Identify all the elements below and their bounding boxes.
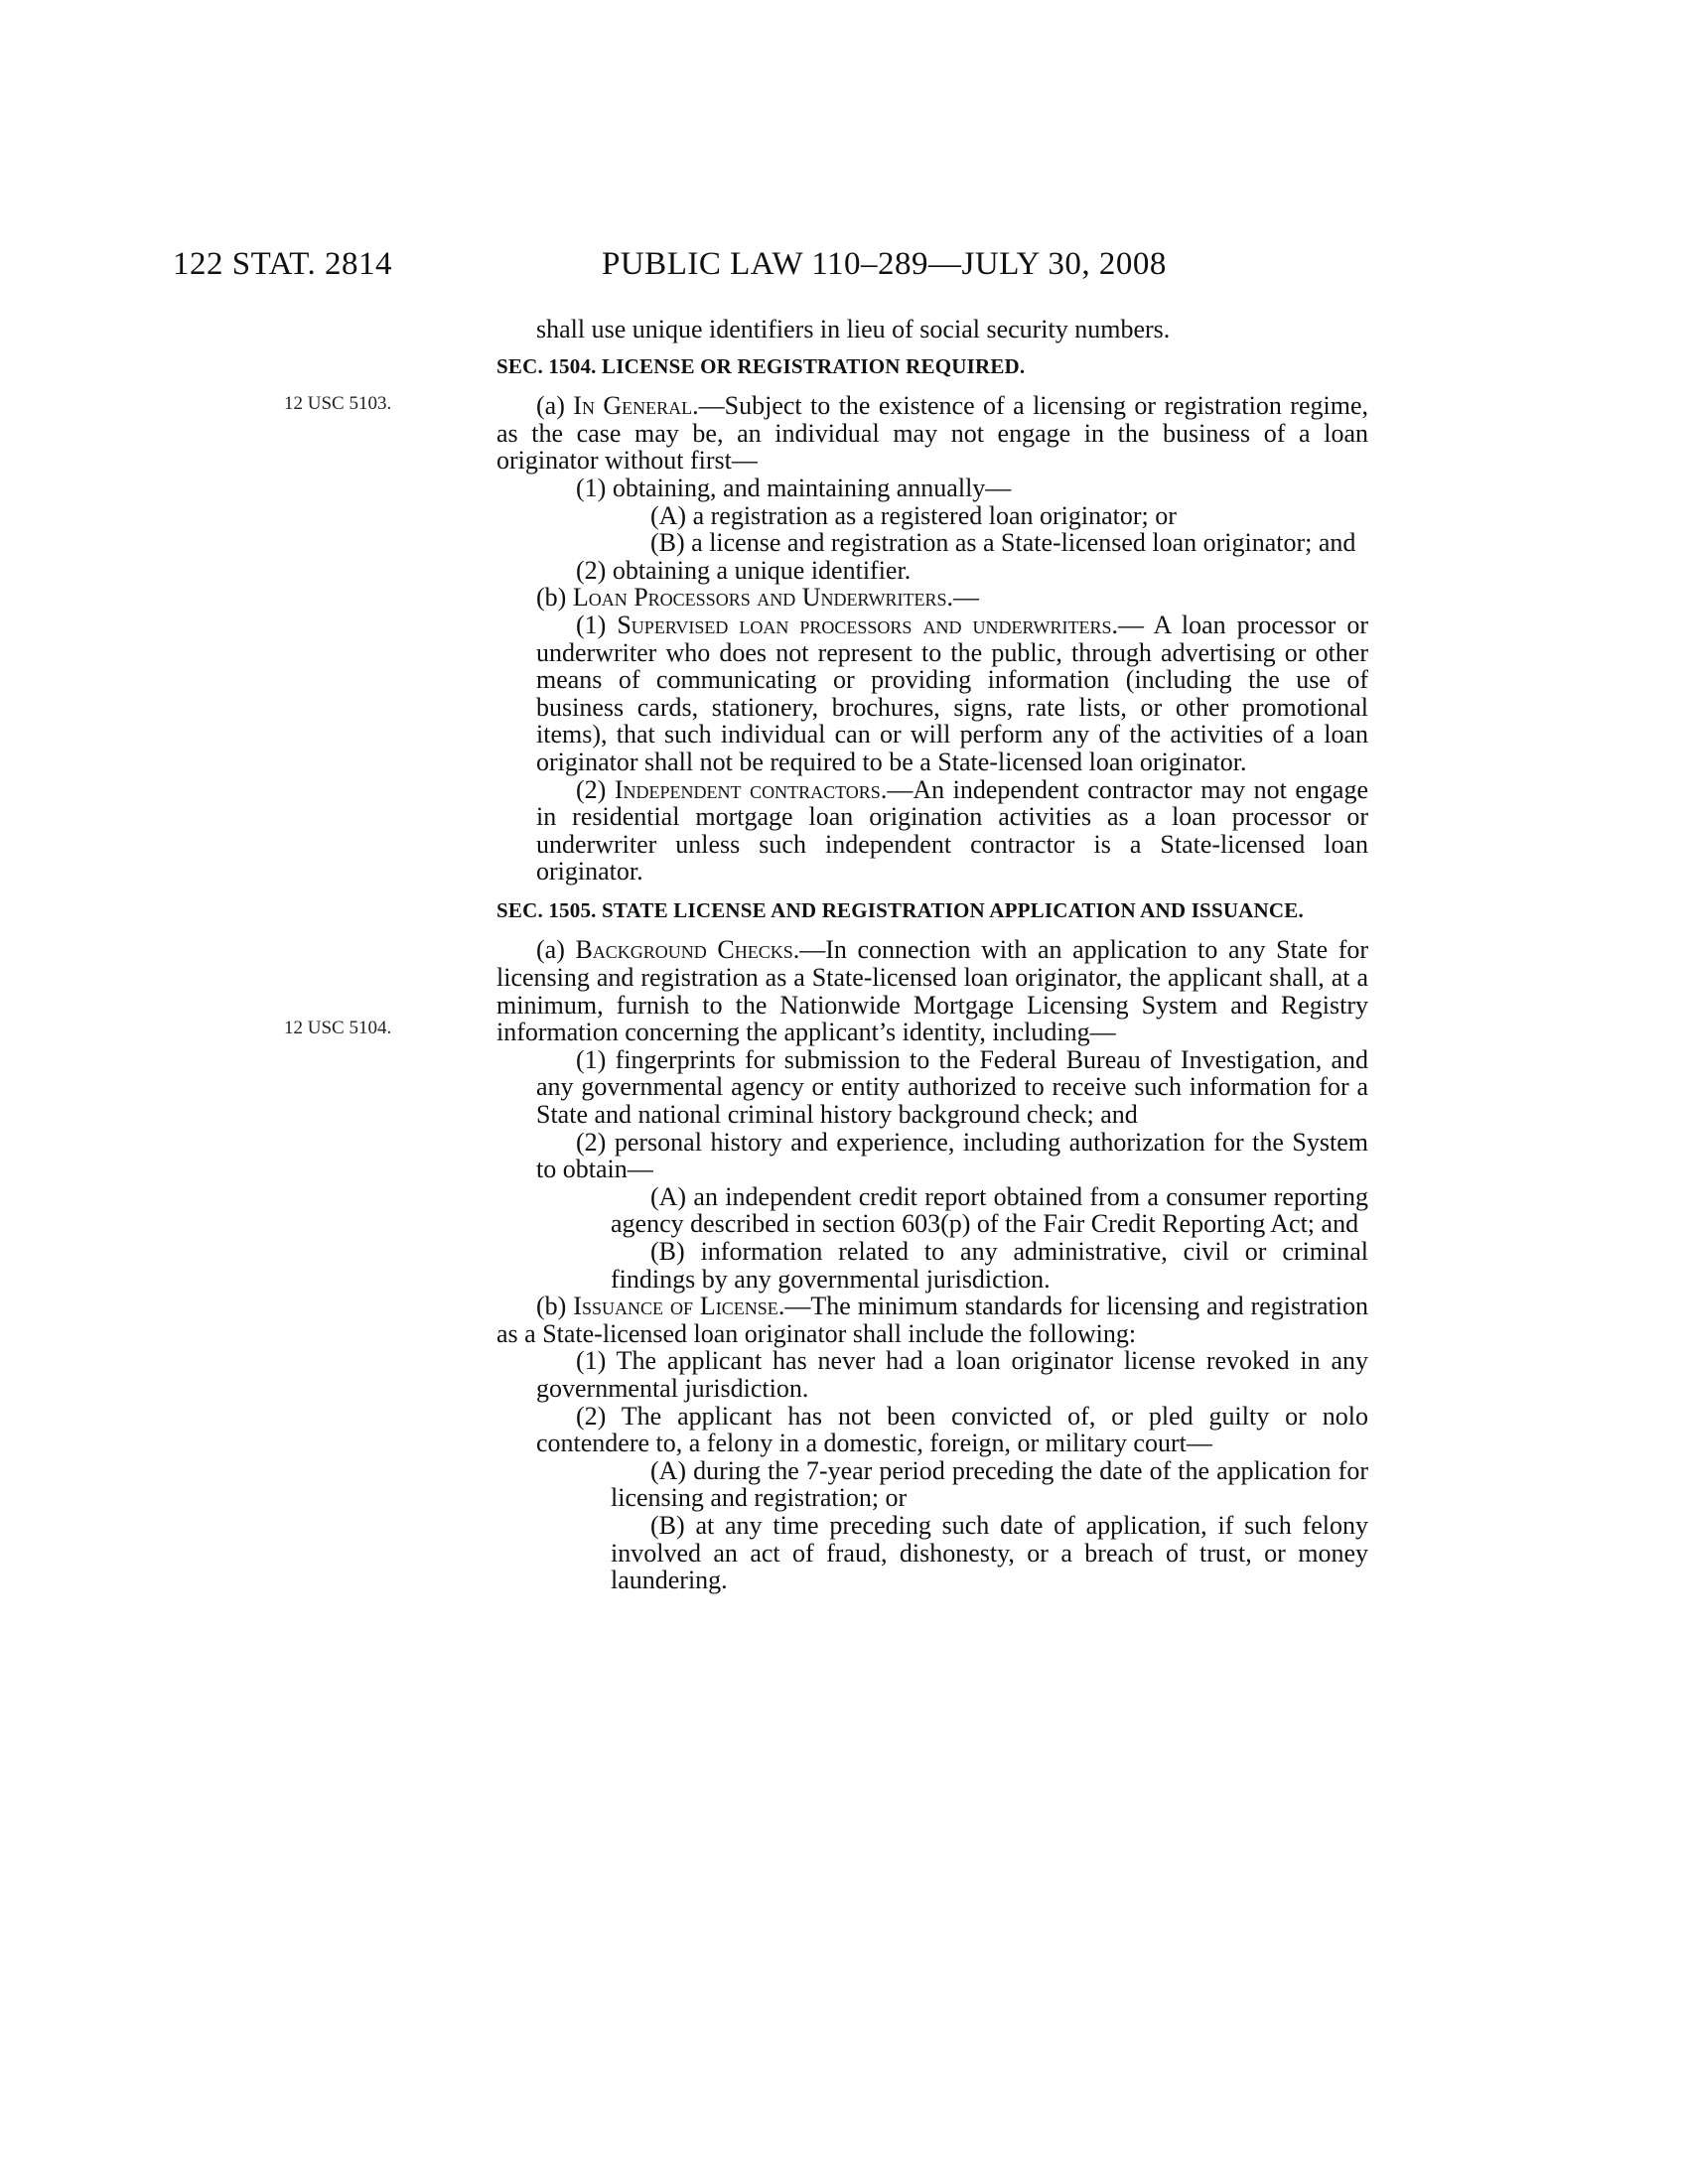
list-item: (2) The applicant has not been convicted of, or pled guilty or nolo contendere to, a felony in a domestic, foreign, or military court— (536, 1401, 1368, 1458)
subsection-label: Issuance of License (573, 1292, 778, 1321)
stat-reference: 122 STAT. 2814 (173, 246, 393, 282)
public-law-title: PUBLIC LAW 110–289—JULY 30, 2008 (602, 246, 1167, 282)
subsection-1505-b: (b) Issuance of License.—The minimum standards for licensing and registration as a State-licensed loan originator shall include the following: (496, 1292, 1368, 1348)
list-item: (B) at any time preceding such date of application, if such felony involved an act of fraud, dishonesty, or a breach of trust, or money laundering. (611, 1510, 1368, 1595)
paragraph-text: A loan processor or underwriter who does not represent to the public, through advertising or other means of communicating or providing information (including the use of business cards, stationery, brochures, signs, rate lists, or other promotional items), that such individual can or will perform any of the activities of a loan originator shall not be required to be a State-licensed loan originator. (536, 610, 1368, 776)
subsection-1504-b: (b) Loan Processors and Underwriters.— (536, 583, 979, 613)
page-header (173, 246, 1364, 286)
paragraph-label: Independent contractors (614, 774, 881, 804)
subsection-1504-a: (a) In General.—Subject to the existence of a licensing or registration regime, as the case may be, an individual may not engage in the business of a loan originator without first— (496, 391, 1368, 476)
paragraph-1504-b2: (2) Independent contractors.—An independent contractor may not engage in residential mortgage loan origination activities as a loan processor or underwriter unless such independent contractor is a State-licensed loan originator. (536, 774, 1368, 887)
list-item: (A) during the 7-year period preceding the date of the application for licensing and registration; or (611, 1455, 1368, 1513)
list-item: (2) obtaining a unique identifier. (576, 555, 912, 585)
margin-note-usc-5103: 12 USC 5103. (284, 393, 392, 414)
list-item: (1) fingerprints for submission to the Federal Bureau of Investigation, and any governmental agency or entity authorized to receive such information for a State and national criminal history background check; and (536, 1044, 1368, 1130)
paragraph-label: Supervised loan processors and underwriters (617, 610, 1112, 639)
subsection-label: Background Checks (575, 935, 793, 965)
section-1505-heading: SEC. 1505. STATE LICENSE AND REGISTRATION APPLICATION AND ISSUANCE. (496, 897, 1304, 922)
section-1504-heading: SEC. 1504. LICENSE OR REGISTRATION REQUIRED. (496, 353, 1026, 378)
list-item: (1) The applicant has never had a loan originator license revoked in any governmental jurisdiction. (536, 1346, 1368, 1403)
list-item: (B) information related to any administrative, civil or criminal findings by any governmental jurisdiction. (611, 1237, 1368, 1294)
document-body (496, 316, 1368, 1594)
list-item: (1) obtaining, and maintaining annually— (576, 473, 1012, 502)
list-item: (B) a license and registration as a State-licensed loan originator; and (650, 528, 1356, 558)
subsection-text: Subject to the existence of a licensing or registration regime, as the case may be, an individual may not engage in the business of a loan originator without first— (496, 391, 1368, 476)
list-item: (2) personal history and experience, including authorization for the System to obtain— (536, 1127, 1368, 1184)
paragraph-text: An independent contractor may not engage in residential mortgage loan origination activities as a loan processor or underwriter unless such independent contractor is a State-licensed loan originator. (536, 774, 1368, 887)
subsection-text: The minimum standards for licensing and registration as a State-licensed loan originator shall include the following: (496, 1292, 1368, 1348)
list-item: (A) an independent credit report obtained from a consumer reporting agency described in section 603(p) of the Fair Credit Reporting Act; and (611, 1181, 1368, 1239)
paragraph-1504-b1: (1) Supervised loan processors and underwriters.— A loan processor or underwriter who does not represent to the public, through advertising or other means of communicating or providing information (including the use of business cards, stationery, brochures, signs, rate lists, or other promotional items), that such individual can or will perform any of the activities of a loan originator shall not be required to be a State-licensed loan originator. (536, 610, 1368, 776)
paragraph-continuation: shall use unique identifiers in lieu of social security numbers. (536, 315, 1171, 343)
subsection-label: In General (573, 391, 693, 421)
subsection-1505-a: (a) Background Checks.—In connection with an application to any State for licensing and registration as a State-licensed loan originator, the applicant shall, at a minimum, furnish to the Nationwide Mortgage Licensing System and Registry information concerning the applicant’s identity, including— (496, 935, 1369, 1047)
subsection-label: Loan Processors and Underwriters (572, 583, 947, 613)
list-item: (A) a registration as a registered loan originator; or (650, 500, 1177, 530)
subsection-text: In connection with an application to any State for licensing and registration as a State-licensed loan originator, the applicant shall, at a minimum, furnish to the Nationwide Mortgage Licensing System and Registry information concerning the applicant’s identity, including— (496, 935, 1369, 1047)
margin-note-usc-5104: 12 USC 5104. (284, 1018, 392, 1038)
